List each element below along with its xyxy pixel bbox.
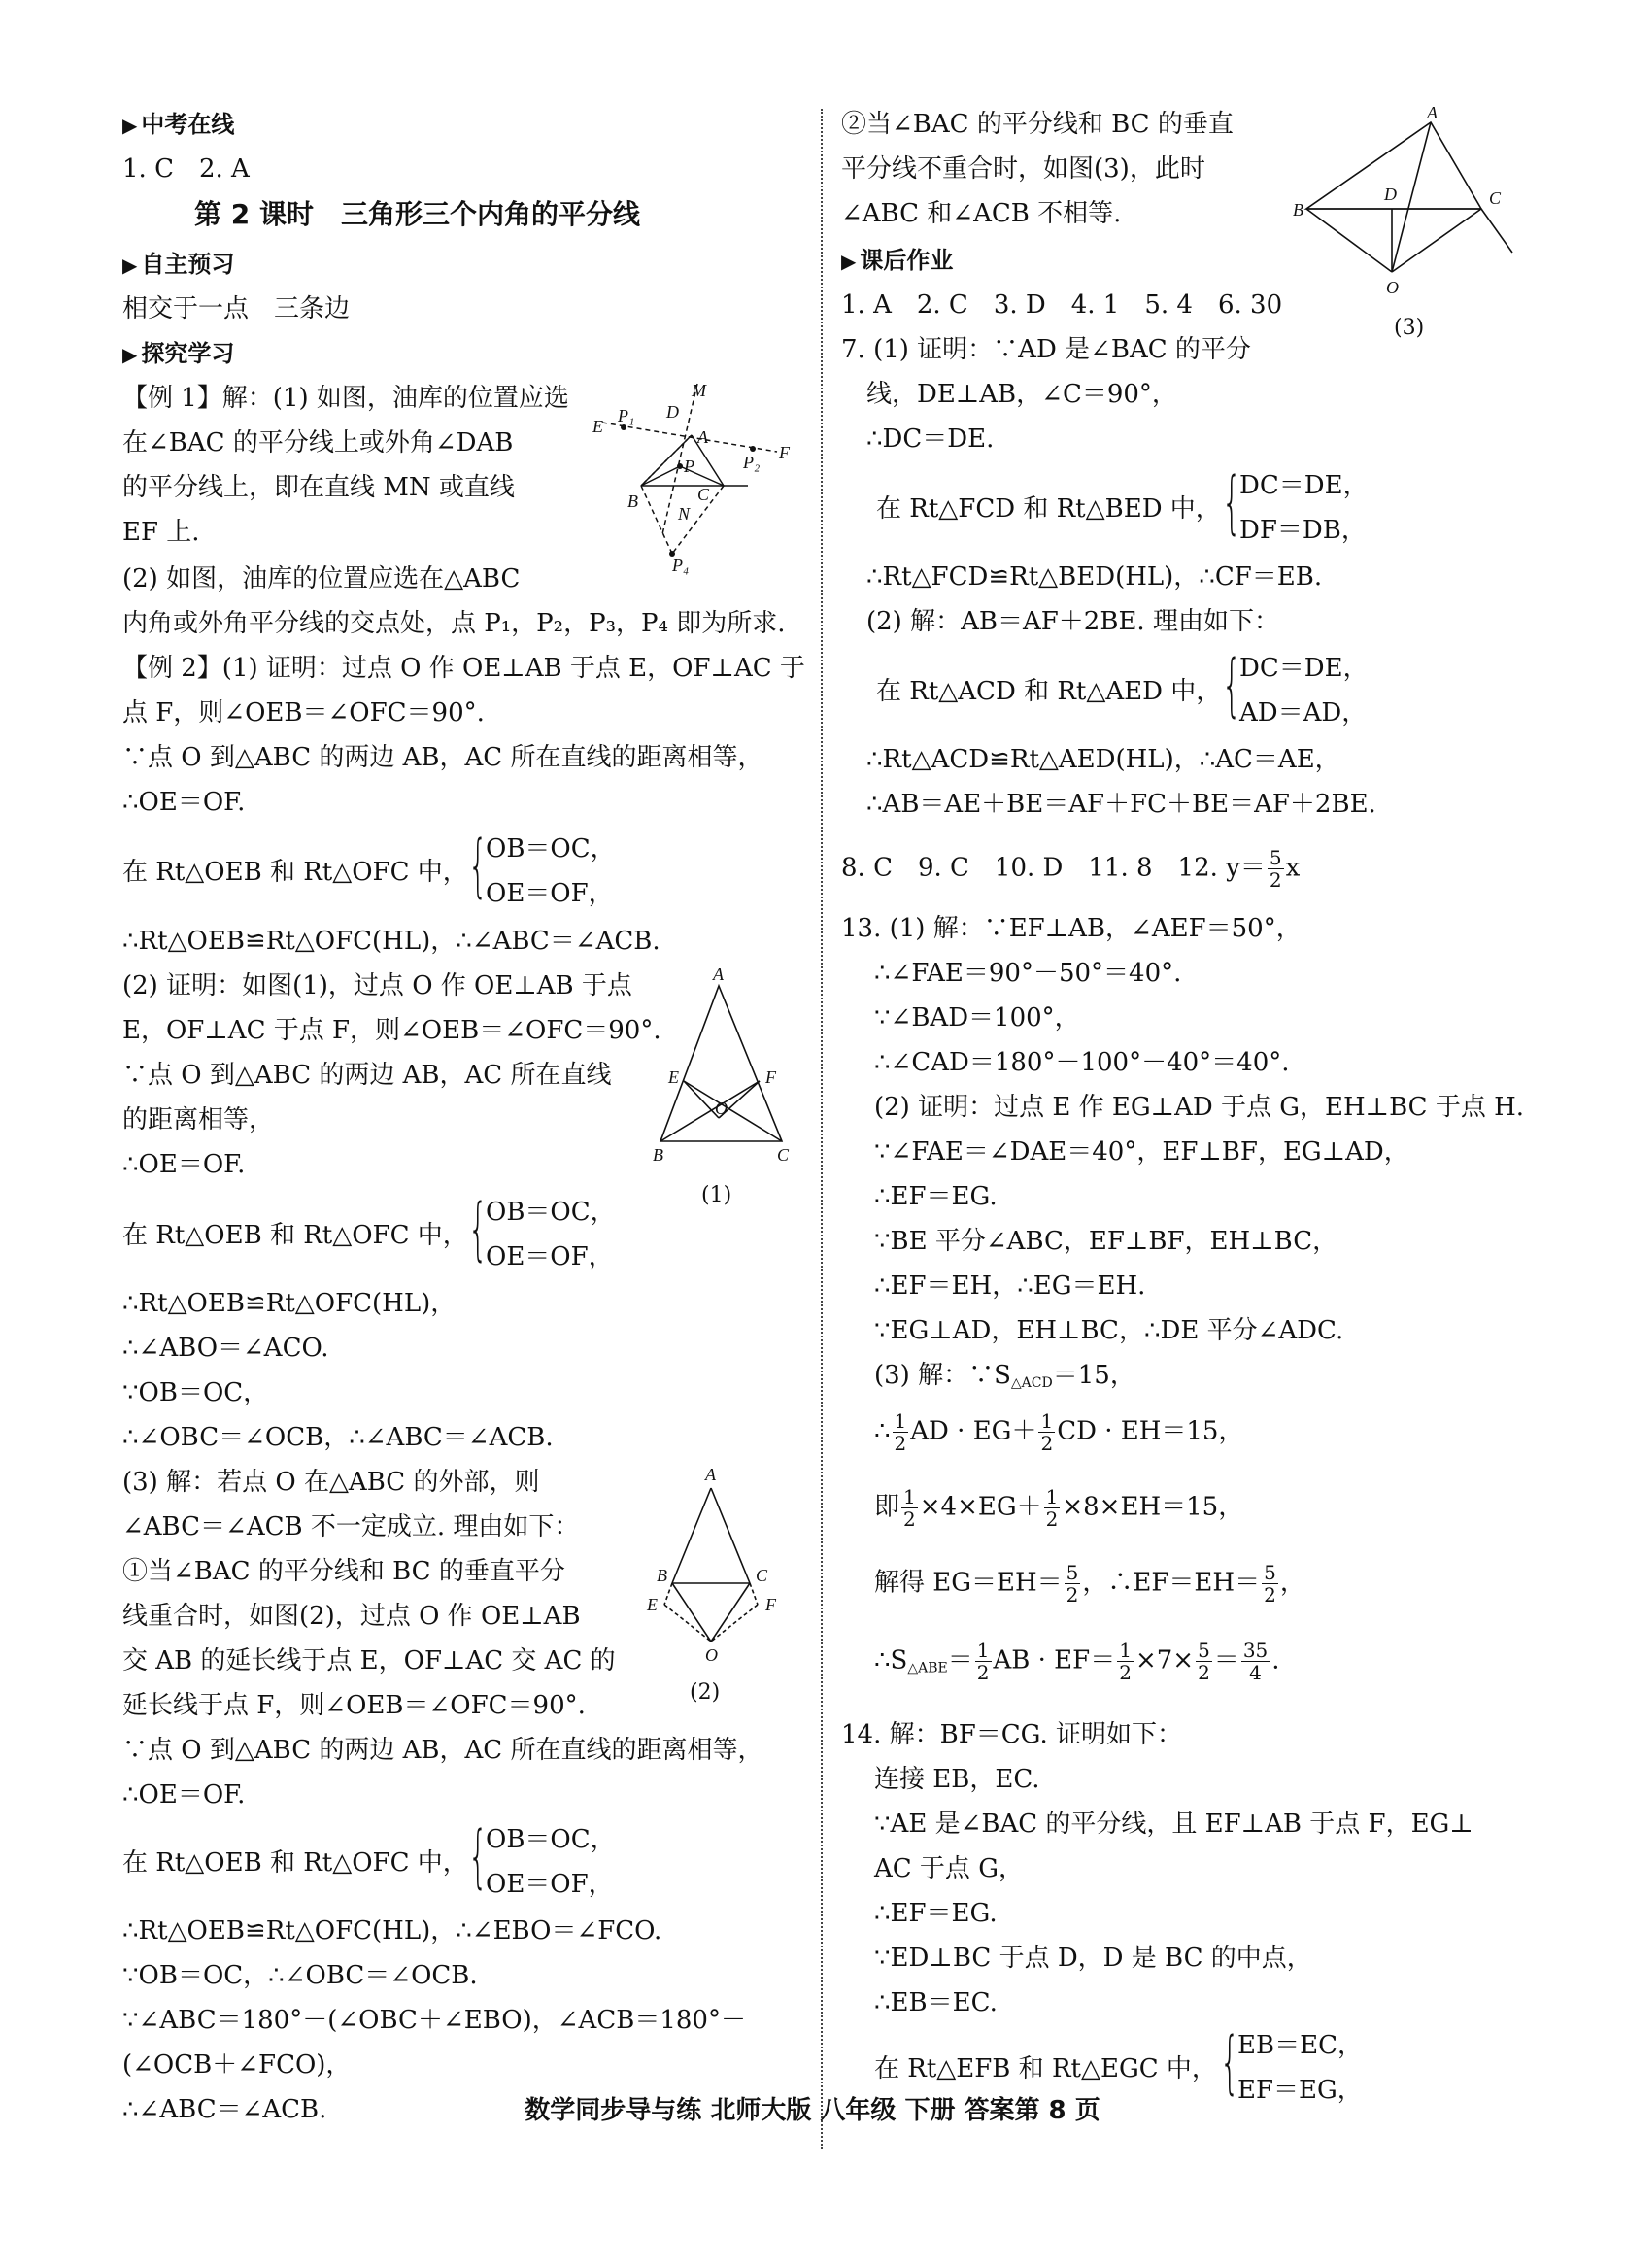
figure-2 bbox=[629, 1467, 804, 1671]
text-line: E，OF⊥AC 于点 F，则∠OEB＝∠OFC＝90°. bbox=[122, 1016, 661, 1045]
text-line: ∵AE 是∠BAC 的平分线，且 EF⊥AB 于点 F，EG⊥ bbox=[874, 1810, 1473, 1839]
fig-label: A bbox=[697, 427, 708, 447]
section-zhongkao: ▶ 中考在线 bbox=[122, 109, 234, 141]
text-line: 14. 解：BF＝CG. 证明如下： bbox=[841, 1720, 1183, 1749]
text-line: ∵点 O 到△ABC 的两边 AB，AC 所在直线的距离相等， bbox=[122, 1736, 763, 1765]
answers-zhongkao: 1. C 2. A bbox=[122, 154, 250, 184]
fig-label: F bbox=[765, 1595, 776, 1614]
fig-label: D bbox=[1384, 185, 1397, 204]
text-line: ∴EF＝EG. bbox=[874, 1182, 998, 1211]
text-line: (3) 解：$\because S_{\triangle ACD}=15$， bbox=[874, 1361, 1135, 1391]
text-line: ∵∠ABC＝180°－(∠OBC＋∠EBO)，∠ACB＝180°－ bbox=[122, 2006, 746, 2035]
text-line: ∴∠CAD＝180°－100°－40°＝40°. bbox=[874, 1048, 1290, 1077]
fig-label: M bbox=[692, 381, 706, 400]
text-line: ①当∠BAC 的平分线和 BC 的垂直平分 bbox=[122, 1557, 565, 1586]
text-line: ∴∠FAE＝90°－50°＝40°. bbox=[874, 959, 1182, 988]
text-line: ∴Rt△OEB≌Rt△OFC(HL)，∴∠EBO＝∠FCO. bbox=[122, 1916, 662, 1946]
figure-3 bbox=[1287, 107, 1530, 321]
text-line: ∵OB＝OC， bbox=[122, 1378, 269, 1407]
text-line: (2) 证明：如图(1)，过点 O 作 OE⊥AB 于点 bbox=[122, 971, 632, 1000]
text-line: 即 $\frac{1}{2}$ ×4×EG＋ $\frac{1}{2}$ ×8×EH＝15， bbox=[874, 1485, 1244, 1531]
fig-label: P bbox=[684, 457, 694, 476]
figure-3-caption: (3) bbox=[1394, 316, 1425, 340]
fig-label: O bbox=[1386, 278, 1399, 297]
fig-label: C bbox=[1489, 188, 1502, 208]
text-line: ∠ABC 和∠ACB 不相等. bbox=[841, 199, 1122, 228]
text-line: 连接 EB，EC. bbox=[874, 1765, 1040, 1794]
text-line: 【例 2】(1) 证明：过点 O 作 OE⊥AB 于点 E，OF⊥AC 于 bbox=[122, 654, 805, 683]
text-line: 13. (1) 解：∵EF⊥AB，∠AEF＝50°， bbox=[841, 914, 1302, 943]
fig-label: B bbox=[653, 1145, 663, 1165]
equation-system: 在 Rt△OEB 和 Rt△OFC 中， { OB＝OC， OE＝OF， bbox=[122, 1189, 616, 1271]
text-line: ∴∠ABO＝∠ACO. bbox=[122, 1334, 329, 1363]
text-line: 的平分线上，即在直线 MN 或直线 bbox=[122, 473, 515, 502]
text-line: 交 AB 的延长线于点 E，OF⊥AC 交 AC 的 bbox=[122, 1646, 616, 1676]
fig-label: C bbox=[697, 485, 710, 504]
text-line: 的距离相等， bbox=[122, 1105, 275, 1134]
fig-label: E bbox=[647, 1595, 658, 1614]
text-line: ∠ABC＝∠ACB 不一定成立. 理由如下： bbox=[122, 1512, 580, 1541]
text-line: AC 于点 G， bbox=[874, 1854, 1024, 1883]
fig-label: F bbox=[765, 1067, 776, 1087]
text-line: (3) 解：若点 O 在△ABC 的外部，则 bbox=[122, 1468, 540, 1497]
equation-system: 在 Rt△ACD 和 Rt△AED 中， { DC＝DE， AD＝AD， bbox=[876, 645, 1369, 728]
text-line: 平分线不重合时，如图(3)，此时 bbox=[841, 154, 1205, 184]
fig-label: E bbox=[668, 1067, 679, 1087]
text-line: EF 上. bbox=[122, 518, 200, 547]
text-line: (∠OCB＋∠FCO)， bbox=[122, 2050, 352, 2080]
text-line: ∵EG⊥AD，EH⊥BC，∴DE 平分∠ADC. bbox=[874, 1316, 1344, 1345]
fig-label: C bbox=[777, 1145, 790, 1165]
text-line: ∴AB＝AE＋BE＝AF＋FC＋BE＝AF＋2BE. bbox=[866, 790, 1376, 819]
text-line: 延长线于点 F，则∠OEB＝∠OFC＝90°. bbox=[122, 1691, 586, 1720]
section-tanjiu: ▶ 探究学习 bbox=[122, 338, 234, 370]
figure-1 bbox=[641, 966, 796, 1170]
fig-label: B bbox=[627, 491, 638, 511]
text-line: 线重合时，如图(2)，过点 O 作 OE⊥AB bbox=[122, 1602, 581, 1631]
text-line: ∴OE＝OF. bbox=[122, 788, 246, 817]
text-line: 7. (1) 证明：∵AD 是∠BAC 的平分 bbox=[841, 335, 1251, 364]
text-line: ∴OE＝OF. bbox=[122, 1150, 246, 1179]
fig-label: A bbox=[713, 966, 724, 984]
equation-system: 在 Rt△OEB 和 Rt△OFC 中， { OB＝OC， OE＝OF， bbox=[122, 1816, 616, 1899]
fig-label: O bbox=[715, 1099, 728, 1118]
text-line: ②当∠BAC 的平分线和 BC 的垂直 bbox=[841, 110, 1234, 139]
text-line: 点 F，则∠OEB＝∠OFC＝90°. bbox=[122, 698, 485, 728]
text-line: (2) 解：AB＝AF＋2BE. 理由如下： bbox=[866, 607, 1279, 636]
figure-2-caption: (2) bbox=[690, 1680, 721, 1705]
text-line: 内角或外角平分线的交点处，点 P₁，P₂，P₃，P₄ 即为所求. bbox=[122, 609, 786, 638]
column-divider bbox=[821, 109, 823, 2149]
text-line: 【例 1】解：(1) 如图，油库的位置应选 bbox=[122, 384, 569, 413]
fig-label: D bbox=[666, 402, 679, 422]
fig-label: O bbox=[705, 1645, 718, 1665]
text-line: $\therefore S_{\triangle ABE}=$ $\frac{1}{2}$ AB · EF＝ $\frac{1}{2}$ ×7× $\frac{5}{2}$ ＝ $\frac{35}{4}$ . bbox=[874, 1639, 1280, 1684]
fig-label: P₂ bbox=[743, 453, 761, 472]
figure-example1 bbox=[583, 379, 796, 592]
fig-label: A bbox=[705, 1467, 716, 1484]
text-line: ∵BE 平分∠ABC，EF⊥BF，EH⊥BC， bbox=[874, 1227, 1338, 1256]
text-line: ∵ED⊥BC 于点 D，D 是 BC 的中点， bbox=[874, 1944, 1312, 1973]
fig-label: P₄ bbox=[672, 556, 690, 575]
equation-system: 在 Rt△EFB 和 Rt△EGC 中， { EB＝EC， EF＝EG， bbox=[874, 2022, 1363, 2105]
text-line: ∴EF＝EH，∴EG＝EH. bbox=[874, 1271, 1146, 1301]
text-line: 线，DE⊥AB，∠C＝90°， bbox=[866, 380, 1177, 409]
text-line: ∴Rt△OEB≌Rt△OFC(HL)，∴∠ABC＝∠ACB. bbox=[122, 927, 660, 956]
fig-label: P₁ bbox=[618, 406, 635, 425]
text-line: 解得 EG＝EH＝ $\frac{5}{2}$ ，∴EF＝EH＝ $\frac{5}{2}$ ， bbox=[874, 1561, 1305, 1607]
fig-label: N bbox=[678, 504, 691, 524]
text-line: ∴Rt△ACD≌Rt△AED(HL)，∴AC＝AE， bbox=[866, 745, 1340, 774]
equation-system: 在 Rt△FCD 和 Rt△BED 中， { DC＝DE， DF＝DB， bbox=[876, 462, 1369, 545]
text-line: 在∠BAC 的平分线上或外角∠DAB bbox=[122, 428, 514, 457]
text-line: ∴Rt△FCD≌Rt△BED(HL)，∴CF＝EB. bbox=[866, 562, 1323, 592]
text-line: ∴∠OBC＝∠OCB，∴∠ABC＝∠ACB. bbox=[122, 1423, 554, 1452]
text-line: ∴ $\frac{1}{2}$ AD · EG＋ $\frac{1}{2}$ CD · EH＝15， bbox=[874, 1409, 1244, 1455]
fig-label: B bbox=[657, 1566, 667, 1585]
text-line: ∴EF＝EG. bbox=[874, 1899, 998, 1928]
fig-label: F bbox=[779, 443, 790, 462]
text-line: ∴OE＝OF. bbox=[122, 1780, 246, 1810]
section-zizhu: ▶ 自主预习 bbox=[122, 249, 234, 281]
page-footer: 数学同步导与练 北师大版 八年级 下册 答案第 8 页 bbox=[525, 2096, 1100, 2125]
fig-label: A bbox=[1427, 107, 1438, 122]
answers-1-6: 1. A 2. C 3. D 4. 1 5. 4 6. 30 bbox=[841, 290, 1283, 320]
text-line: ∴EB＝EC. bbox=[874, 1988, 998, 2017]
figure-1-caption: (1) bbox=[701, 1183, 732, 1207]
text-line: ∵OB＝OC，∴∠OBC＝∠OCB. bbox=[122, 1961, 478, 1990]
text-line: ∴∠ABC＝∠ACB. bbox=[122, 2095, 327, 2124]
lesson-title: 第 2 课时 三角形三个内角的平分线 bbox=[194, 198, 640, 230]
text-line: ∴Rt△OEB≌Rt△OFC(HL)， bbox=[122, 1289, 457, 1318]
text-line: ∵点 O 到△ABC 的两边 AB，AC 所在直线 bbox=[122, 1061, 612, 1090]
section-kehou: ▶ 课后作业 bbox=[841, 245, 953, 277]
answers-8-12: 8. C 9. C 10. D 11. 8 12. y＝ $\frac{5}{2}$ x bbox=[841, 846, 1301, 892]
equation-system: 在 Rt△OEB 和 Rt△OFC 中， { OB＝OC， OE＝OF， bbox=[122, 826, 616, 908]
answers-zizhu: 相交于一点 三条边 bbox=[122, 294, 351, 323]
fig-label: E bbox=[592, 417, 603, 436]
text-line: ∵点 O 到△ABC 的两边 AB，AC 所在直线的距离相等， bbox=[122, 743, 763, 772]
text-line: (2) 证明：过点 E 作 EG⊥AD 于点 G，EH⊥BC 于点 H. bbox=[874, 1093, 1525, 1122]
text-line: ∵∠FAE＝∠DAE＝40°，EF⊥BF，EG⊥AD， bbox=[874, 1137, 1409, 1167]
text-line: ∴DC＝DE. bbox=[866, 424, 995, 454]
fig-label: C bbox=[756, 1566, 768, 1585]
fig-label: B bbox=[1293, 200, 1303, 220]
text-line: ∵∠BAD＝100°， bbox=[874, 1003, 1080, 1032]
text-line: (2) 如图，油库的位置应选在△ABC bbox=[122, 564, 521, 593]
